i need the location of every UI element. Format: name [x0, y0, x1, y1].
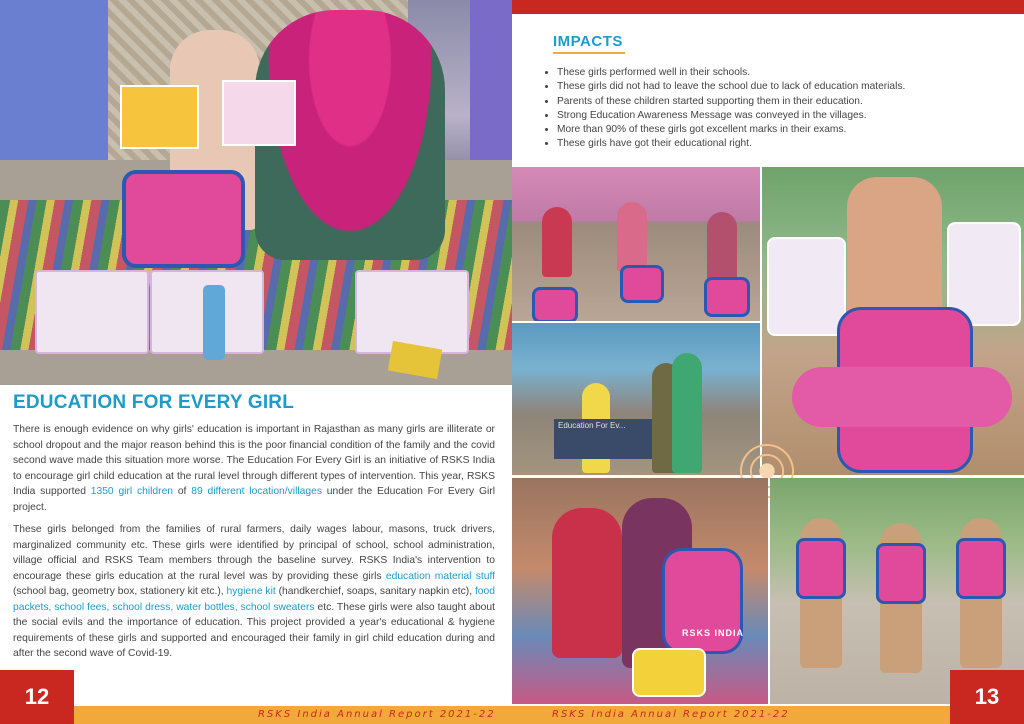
impacts-list [543, 66, 905, 152]
pink-school-bag [532, 287, 578, 321]
page-number: 12 [0, 670, 74, 724]
pink-dress [792, 367, 1012, 427]
girl-figure [542, 207, 572, 277]
impact-item: • Parents of these children started supporting them in their education. [557, 95, 905, 109]
pink-school-bag [662, 548, 743, 654]
drawing-book [120, 85, 199, 149]
grandmother-figure [552, 508, 622, 658]
details-paragraph: These girls belonged from the families of rural farmers, daily wages labour, masons, truck drivers, marginalized community etc. These girls were identified by principal of school, school administration, village official and RSKS Team members through the baseline survey. RSKS India's intervention to encourage these girls education at the rural level was by providing these girls education material stuff (school bag, geometry box, stationery kit etc.), hygiene kit (handkerchief, soaps, sanitary napkin etc), food packets, school fees, school dress, water bottles, school sweaters etc. These girls were also taught about the social evils and the importance of education. This project provided a year's educational & hygiene requirements of these girls and supported and encouraged their family in girl child education during and after the second wave of Covid-19. [13, 524, 495, 659]
pink-school-bag [122, 170, 245, 268]
highlight-food-fees-dress: food packets, school fees, school dress, water bottles, school sweaters [13, 586, 495, 613]
highlight-hygiene-kit: hygiene kit [226, 586, 276, 597]
photo-grandmother-and-girl [512, 478, 768, 704]
pink-school-bag [796, 538, 846, 599]
pink-school-bag [704, 277, 750, 317]
top-bar [512, 0, 1024, 14]
right-page [512, 0, 1024, 724]
notebook [35, 270, 149, 354]
bag-brand-label: RSKS INDIA [682, 628, 745, 638]
highlight-location-count: 89 different location/villages [191, 486, 322, 497]
pink-school-bag [620, 265, 664, 303]
blue-door [0, 0, 114, 160]
photo-girls-with-kits [512, 167, 760, 321]
purple-door [470, 0, 512, 160]
notebook [767, 237, 846, 336]
impact-item: • Strong Education Awareness Message was conveyed in the villages. [557, 109, 905, 123]
section-title: EDUCATION FOR EVERY GIRL [13, 392, 295, 413]
sanitizer-bottle [203, 285, 225, 360]
man-figure [672, 353, 702, 473]
photo-distribution-event [512, 323, 760, 475]
impacts-underline [553, 52, 625, 54]
pink-school-bag [876, 543, 926, 604]
girl-figure [617, 202, 647, 272]
intro-paragraph: There is enough evidence on why girls' education is important in Rajasthan as many girls are illiterate or school dropout and the major reason behind this is the poor financial condition of the family and the covid second wave made this situation more worse. The Education For Every Girl is an initiative of RSKS India to encourage girl child education at the rural level through different types of intervention. This year, RSKS India supported 1350 girl children of 89 different location/villages under the Education For Every Girl project. [13, 424, 495, 513]
photo-smiling-girl [762, 167, 1024, 475]
impact-item: • These girls did not had to leave the school due to lack of education materials. [557, 80, 905, 94]
impact-item: • These girls have got their educational right. [557, 137, 905, 151]
coloring-book [222, 80, 296, 146]
event-banner: Education For Ev... [554, 419, 652, 459]
girl-figure [707, 212, 737, 282]
impact-item: • More than 90% of these girls got excellent marks in their exams. [557, 123, 905, 137]
footer-text: RSKS India Annual Report 2021-22 [258, 709, 496, 720]
notebook [355, 270, 469, 354]
hero-photo-girl-and-mother [0, 0, 512, 385]
impacts-title: IMPACTS [553, 33, 623, 50]
footer-text: RSKS India Annual Report 2021-22 [552, 709, 790, 720]
pink-school-bag [956, 538, 1006, 599]
impact-item: • These girls performed well in their schools. [557, 66, 905, 80]
highlight-girl-count: 1350 girl children [90, 486, 174, 497]
notebook [632, 648, 706, 697]
page-number: 13 [950, 670, 1024, 724]
highlight-education-material: education material stuff [385, 570, 495, 582]
